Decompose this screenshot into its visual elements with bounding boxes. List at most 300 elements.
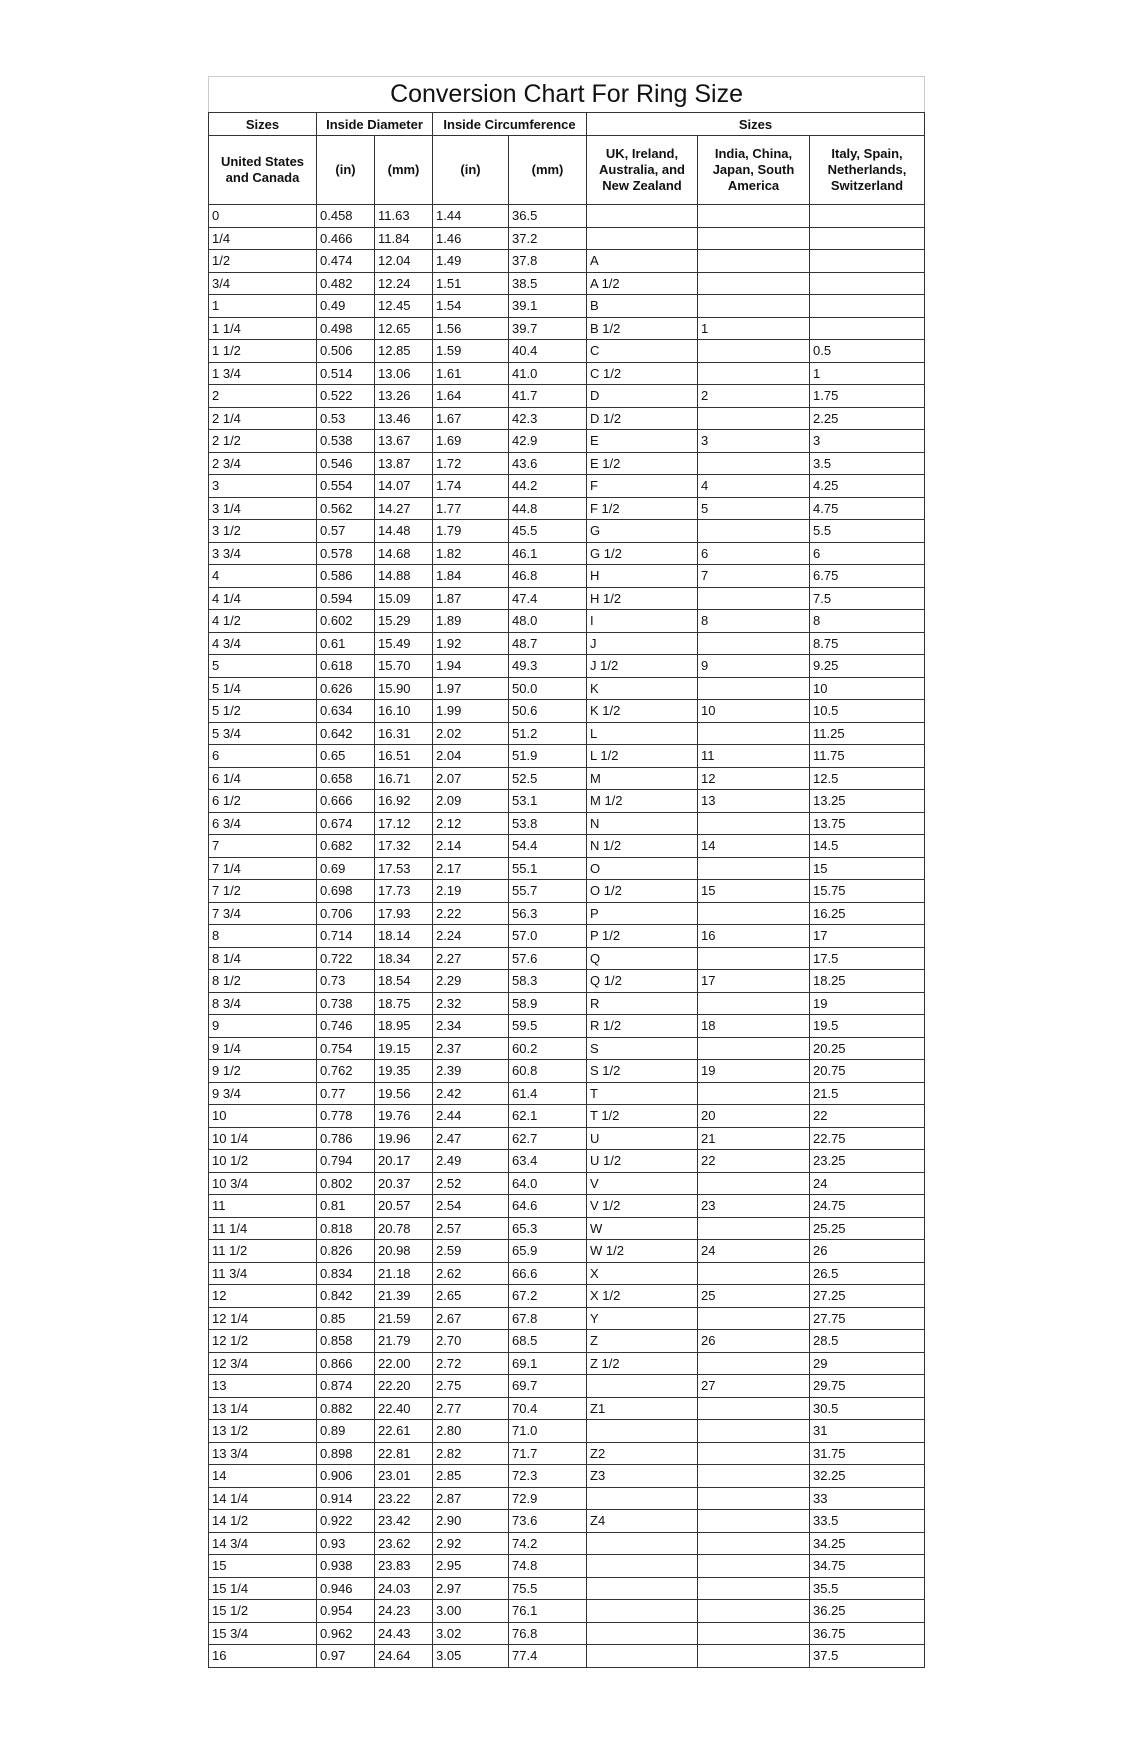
cell-india <box>698 227 810 250</box>
cell-diameter-mm: 22.00 <box>375 1352 433 1375</box>
cell-circumference-mm: 48.0 <box>509 610 587 633</box>
cell-us-canada: 1 1/4 <box>209 317 317 340</box>
cell-diameter-mm: 18.75 <box>375 992 433 1015</box>
cell-circumference-mm: 76.8 <box>509 1622 587 1645</box>
cell-circumference-in: 2.70 <box>433 1330 509 1353</box>
cell-india <box>698 677 810 700</box>
cell-uk <box>587 1420 698 1443</box>
cell-diameter-in: 0.474 <box>317 250 375 273</box>
cell-diameter-in: 0.69 <box>317 857 375 880</box>
cell-diameter-in: 0.946 <box>317 1577 375 1600</box>
cell-circumference-in: 2.42 <box>433 1082 509 1105</box>
group-header-inside-diameter: Inside Diameter <box>317 113 433 136</box>
cell-diameter-mm: 11.84 <box>375 227 433 250</box>
cell-circumference-in: 3.02 <box>433 1622 509 1645</box>
cell-circumference-in: 2.54 <box>433 1195 509 1218</box>
cell-diameter-in: 0.634 <box>317 700 375 723</box>
table-row <box>209 812 925 835</box>
cell-india <box>698 1465 810 1488</box>
cell-india <box>698 1217 810 1240</box>
cell-uk: Z1 <box>587 1397 698 1420</box>
cell-uk: K 1/2 <box>587 700 698 723</box>
cell-italy: 8 <box>810 610 925 633</box>
cell-circumference-mm: 55.1 <box>509 857 587 880</box>
cell-circumference-mm: 62.1 <box>509 1105 587 1128</box>
cell-italy: 31 <box>810 1420 925 1443</box>
cell-uk: B 1/2 <box>587 317 698 340</box>
table-row <box>209 317 925 340</box>
cell-diameter-mm: 12.65 <box>375 317 433 340</box>
cell-us-canada: 2 3/4 <box>209 452 317 475</box>
cell-circumference-mm: 74.8 <box>509 1555 587 1578</box>
cell-diameter-mm: 17.12 <box>375 812 433 835</box>
cell-uk <box>587 205 698 228</box>
table-row <box>209 520 925 543</box>
cell-diameter-mm: 13.26 <box>375 385 433 408</box>
table-row <box>209 542 925 565</box>
cell-diameter-mm: 16.31 <box>375 722 433 745</box>
cell-uk: T <box>587 1082 698 1105</box>
cell-diameter-in: 0.938 <box>317 1555 375 1578</box>
cell-india <box>698 1577 810 1600</box>
cell-india <box>698 587 810 610</box>
cell-uk: V 1/2 <box>587 1195 698 1218</box>
cell-uk: M 1/2 <box>587 790 698 813</box>
cell-diameter-in: 0.714 <box>317 925 375 948</box>
cell-italy: 7.5 <box>810 587 925 610</box>
cell-diameter-in: 0.882 <box>317 1397 375 1420</box>
cell-circumference-mm: 44.2 <box>509 475 587 498</box>
cell-diameter-mm: 14.07 <box>375 475 433 498</box>
cell-diameter-in: 0.81 <box>317 1195 375 1218</box>
cell-diameter-in: 0.914 <box>317 1487 375 1510</box>
cell-italy: 34.75 <box>810 1555 925 1578</box>
cell-circumference-mm: 65.9 <box>509 1240 587 1263</box>
cell-diameter-mm: 18.14 <box>375 925 433 948</box>
cell-italy: 6.75 <box>810 565 925 588</box>
group-header-sizes-right: Sizes <box>587 113 925 136</box>
cell-us-canada: 9 <box>209 1015 317 1038</box>
cell-italy <box>810 250 925 273</box>
cell-uk: E 1/2 <box>587 452 698 475</box>
cell-italy: 0.5 <box>810 340 925 363</box>
cell-circumference-in: 2.95 <box>433 1555 509 1578</box>
table-row <box>209 857 925 880</box>
table-row <box>209 340 925 363</box>
cell-uk: J 1/2 <box>587 655 698 678</box>
cell-circumference-mm: 41.7 <box>509 385 587 408</box>
cell-circumference-mm: 51.2 <box>509 722 587 745</box>
cell-circumference-mm: 55.7 <box>509 880 587 903</box>
cell-diameter-in: 0.89 <box>317 1420 375 1443</box>
cell-circumference-mm: 60.2 <box>509 1037 587 1060</box>
cell-italy: 9.25 <box>810 655 925 678</box>
cell-italy: 35.5 <box>810 1577 925 1600</box>
cell-india <box>698 1172 810 1195</box>
cell-india: 19 <box>698 1060 810 1083</box>
cell-italy: 36.25 <box>810 1600 925 1623</box>
cell-diameter-mm: 20.78 <box>375 1217 433 1240</box>
cell-circumference-mm: 71.0 <box>509 1420 587 1443</box>
cell-india: 18 <box>698 1015 810 1038</box>
cell-circumference-in: 2.72 <box>433 1352 509 1375</box>
cell-uk: Q <box>587 947 698 970</box>
cell-circumference-mm: 50.6 <box>509 700 587 723</box>
cell-circumference-mm: 53.8 <box>509 812 587 835</box>
cell-us-canada: 11 1/4 <box>209 1217 317 1240</box>
cell-diameter-in: 0.794 <box>317 1150 375 1173</box>
cell-circumference-mm: 54.4 <box>509 835 587 858</box>
cell-circumference-in: 2.22 <box>433 902 509 925</box>
cell-diameter-in: 0.898 <box>317 1442 375 1465</box>
cell-circumference-mm: 68.5 <box>509 1330 587 1353</box>
cell-india <box>698 1397 810 1420</box>
table-row <box>209 1555 925 1578</box>
cell-us-canada: 6 1/4 <box>209 767 317 790</box>
cell-us-canada: 15 <box>209 1555 317 1578</box>
col-header-circumference-mm: (mm) <box>509 136 587 205</box>
cell-circumference-in: 2.44 <box>433 1105 509 1128</box>
cell-us-canada: 7 1/4 <box>209 857 317 880</box>
cell-india <box>698 1600 810 1623</box>
col-header-italy-spain: Italy, Spain, Netherlands, Switzerland <box>810 136 925 205</box>
table-row <box>209 1127 925 1150</box>
cell-diameter-mm: 20.17 <box>375 1150 433 1173</box>
cell-uk: H 1/2 <box>587 587 698 610</box>
cell-diameter-in: 0.866 <box>317 1352 375 1375</box>
cell-india: 3 <box>698 430 810 453</box>
cell-uk: L <box>587 722 698 745</box>
cell-india <box>698 857 810 880</box>
cell-circumference-mm: 37.2 <box>509 227 587 250</box>
cell-diameter-in: 0.61 <box>317 632 375 655</box>
cell-italy: 29.75 <box>810 1375 925 1398</box>
table-row <box>209 1015 925 1038</box>
chart-title: Conversion Chart For Ring Size <box>209 77 925 113</box>
cell-diameter-mm: 17.53 <box>375 857 433 880</box>
cell-italy: 20.25 <box>810 1037 925 1060</box>
cell-us-canada: 11 1/2 <box>209 1240 317 1263</box>
cell-circumference-mm: 64.0 <box>509 1172 587 1195</box>
cell-italy: 13.25 <box>810 790 925 813</box>
cell-us-canada: 13 1/4 <box>209 1397 317 1420</box>
cell-circumference-in: 1.54 <box>433 295 509 318</box>
cell-circumference-in: 2.32 <box>433 992 509 1015</box>
cell-italy: 3 <box>810 430 925 453</box>
cell-diameter-mm: 14.68 <box>375 542 433 565</box>
cell-diameter-in: 0.57 <box>317 520 375 543</box>
cell-diameter-in: 0.818 <box>317 1217 375 1240</box>
cell-circumference-in: 2.37 <box>433 1037 509 1060</box>
cell-circumference-mm: 56.3 <box>509 902 587 925</box>
cell-diameter-mm: 23.62 <box>375 1532 433 1555</box>
cell-india <box>698 722 810 745</box>
cell-italy: 15.75 <box>810 880 925 903</box>
table-row <box>209 250 925 273</box>
cell-diameter-mm: 12.24 <box>375 272 433 295</box>
cell-italy: 21.5 <box>810 1082 925 1105</box>
cell-italy: 5.5 <box>810 520 925 543</box>
table-row <box>209 1352 925 1375</box>
cell-italy: 15 <box>810 857 925 880</box>
cell-circumference-in: 2.62 <box>433 1262 509 1285</box>
cell-italy: 11.25 <box>810 722 925 745</box>
table-row <box>209 677 925 700</box>
cell-circumference-mm: 42.9 <box>509 430 587 453</box>
cell-india: 2 <box>698 385 810 408</box>
cell-uk: Q 1/2 <box>587 970 698 993</box>
table-row <box>209 1577 925 1600</box>
cell-circumference-mm: 76.1 <box>509 1600 587 1623</box>
cell-diameter-in: 0.954 <box>317 1600 375 1623</box>
cell-italy: 2.25 <box>810 407 925 430</box>
table-row <box>209 475 925 498</box>
cell-us-canada: 4 <box>209 565 317 588</box>
cell-diameter-mm: 19.76 <box>375 1105 433 1128</box>
cell-us-canada: 10 <box>209 1105 317 1128</box>
cell-uk: V <box>587 1172 698 1195</box>
cell-circumference-in: 3.00 <box>433 1600 509 1623</box>
cell-uk: X <box>587 1262 698 1285</box>
cell-circumference-in: 2.92 <box>433 1532 509 1555</box>
cell-uk: K <box>587 677 698 700</box>
cell-india: 17 <box>698 970 810 993</box>
cell-circumference-in: 1.82 <box>433 542 509 565</box>
cell-india <box>698 1532 810 1555</box>
cell-us-canada: 14 1/4 <box>209 1487 317 1510</box>
cell-diameter-in: 0.498 <box>317 317 375 340</box>
cell-circumference-mm: 36.5 <box>509 205 587 228</box>
cell-circumference-mm: 45.5 <box>509 520 587 543</box>
cell-italy: 17.5 <box>810 947 925 970</box>
cell-italy: 22 <box>810 1105 925 1128</box>
cell-us-canada: 9 1/2 <box>209 1060 317 1083</box>
cell-us-canada: 15 1/4 <box>209 1577 317 1600</box>
cell-us-canada: 9 1/4 <box>209 1037 317 1060</box>
cell-uk: B <box>587 295 698 318</box>
cell-circumference-in: 2.07 <box>433 767 509 790</box>
cell-diameter-mm: 12.85 <box>375 340 433 363</box>
cell-circumference-mm: 66.6 <box>509 1262 587 1285</box>
cell-diameter-in: 0.53 <box>317 407 375 430</box>
cell-italy: 32.25 <box>810 1465 925 1488</box>
cell-circumference-mm: 46.1 <box>509 542 587 565</box>
cell-uk: N 1/2 <box>587 835 698 858</box>
cell-diameter-mm: 21.79 <box>375 1330 433 1353</box>
cell-diameter-in: 0.97 <box>317 1645 375 1668</box>
cell-circumference-mm: 39.1 <box>509 295 587 318</box>
cell-italy: 18.25 <box>810 970 925 993</box>
table-row <box>209 1532 925 1555</box>
cell-uk: L 1/2 <box>587 745 698 768</box>
cell-italy <box>810 317 925 340</box>
cell-diameter-mm: 15.09 <box>375 587 433 610</box>
cell-diameter-mm: 18.95 <box>375 1015 433 1038</box>
cell-india <box>698 205 810 228</box>
cell-india: 1 <box>698 317 810 340</box>
cell-diameter-mm: 15.49 <box>375 632 433 655</box>
cell-italy: 22.75 <box>810 1127 925 1150</box>
cell-us-canada: 10 3/4 <box>209 1172 317 1195</box>
cell-india: 25 <box>698 1285 810 1308</box>
cell-circumference-in: 2.90 <box>433 1510 509 1533</box>
cell-circumference-in: 1.44 <box>433 205 509 228</box>
table-row <box>209 1622 925 1645</box>
cell-us-canada: 1/2 <box>209 250 317 273</box>
cell-diameter-mm: 14.27 <box>375 497 433 520</box>
cell-us-canada: 7 1/2 <box>209 880 317 903</box>
cell-circumference-in: 2.67 <box>433 1307 509 1330</box>
cell-uk: D <box>587 385 698 408</box>
cell-us-canada: 13 3/4 <box>209 1442 317 1465</box>
cell-circumference-mm: 58.9 <box>509 992 587 1015</box>
group-header-sizes-left: Sizes <box>209 113 317 136</box>
cell-uk <box>587 1532 698 1555</box>
cell-us-canada: 1 3/4 <box>209 362 317 385</box>
cell-diameter-mm: 19.56 <box>375 1082 433 1105</box>
cell-circumference-mm: 73.6 <box>509 1510 587 1533</box>
cell-uk: R 1/2 <box>587 1015 698 1038</box>
cell-italy: 33.5 <box>810 1510 925 1533</box>
cell-circumference-mm: 39.7 <box>509 317 587 340</box>
cell-uk: C <box>587 340 698 363</box>
cell-uk: N <box>587 812 698 835</box>
cell-diameter-in: 0.49 <box>317 295 375 318</box>
table-row <box>209 1195 925 1218</box>
cell-diameter-in: 0.602 <box>317 610 375 633</box>
cell-circumference-mm: 57.6 <box>509 947 587 970</box>
cell-italy: 37.5 <box>810 1645 925 1668</box>
cell-circumference-mm: 61.4 <box>509 1082 587 1105</box>
cell-circumference-mm: 52.5 <box>509 767 587 790</box>
cell-uk: X 1/2 <box>587 1285 698 1308</box>
table-row <box>209 902 925 925</box>
cell-india <box>698 452 810 475</box>
cell-diameter-in: 0.762 <box>317 1060 375 1083</box>
cell-circumference-mm: 58.3 <box>509 970 587 993</box>
cell-circumference-in: 3.05 <box>433 1645 509 1668</box>
cell-diameter-mm: 23.01 <box>375 1465 433 1488</box>
cell-circumference-in: 2.29 <box>433 970 509 993</box>
cell-diameter-in: 0.618 <box>317 655 375 678</box>
col-header-circumference-in: (in) <box>433 136 509 205</box>
cell-italy: 1.75 <box>810 385 925 408</box>
cell-india <box>698 1262 810 1285</box>
table-row <box>209 587 925 610</box>
table-row <box>209 767 925 790</box>
cell-us-canada: 13 <box>209 1375 317 1398</box>
cell-circumference-in: 1.87 <box>433 587 509 610</box>
table-row <box>209 880 925 903</box>
cell-diameter-in: 0.578 <box>317 542 375 565</box>
cell-diameter-in: 0.698 <box>317 880 375 903</box>
cell-india: 16 <box>698 925 810 948</box>
cell-italy: 13.75 <box>810 812 925 835</box>
cell-india <box>698 1307 810 1330</box>
table-row <box>209 295 925 318</box>
cell-italy: 27.25 <box>810 1285 925 1308</box>
cell-diameter-in: 0.466 <box>317 227 375 250</box>
cell-uk: W <box>587 1217 698 1240</box>
cell-india <box>698 250 810 273</box>
cell-circumference-in: 1.77 <box>433 497 509 520</box>
cell-circumference-in: 2.19 <box>433 880 509 903</box>
cell-uk: J <box>587 632 698 655</box>
cell-uk <box>587 1622 698 1645</box>
table-row <box>209 1375 925 1398</box>
table-row <box>209 925 925 948</box>
cell-uk: R <box>587 992 698 1015</box>
cell-uk <box>587 1600 698 1623</box>
cell-us-canada: 8 <box>209 925 317 948</box>
cell-us-canada: 8 1/4 <box>209 947 317 970</box>
cell-diameter-mm: 19.96 <box>375 1127 433 1150</box>
cell-us-canada: 12 <box>209 1285 317 1308</box>
cell-diameter-in: 0.554 <box>317 475 375 498</box>
cell-diameter-in: 0.65 <box>317 745 375 768</box>
cell-diameter-mm: 18.54 <box>375 970 433 993</box>
cell-diameter-in: 0.85 <box>317 1307 375 1330</box>
cell-italy: 6 <box>810 542 925 565</box>
cell-circumference-mm: 57.0 <box>509 925 587 948</box>
cell-india: 24 <box>698 1240 810 1263</box>
cell-uk: G 1/2 <box>587 542 698 565</box>
cell-diameter-in: 0.458 <box>317 205 375 228</box>
table-row <box>209 1082 925 1105</box>
cell-uk <box>587 1577 698 1600</box>
cell-diameter-mm: 17.93 <box>375 902 433 925</box>
table-row <box>209 497 925 520</box>
cell-circumference-in: 2.14 <box>433 835 509 858</box>
cell-circumference-in: 1.64 <box>433 385 509 408</box>
cell-diameter-in: 0.626 <box>317 677 375 700</box>
cell-diameter-mm: 22.40 <box>375 1397 433 1420</box>
table-row <box>209 1645 925 1668</box>
cell-diameter-mm: 13.46 <box>375 407 433 430</box>
cell-diameter-mm: 24.43 <box>375 1622 433 1645</box>
cell-india: 22 <box>698 1150 810 1173</box>
table-row <box>209 1240 925 1263</box>
cell-diameter-mm: 12.04 <box>375 250 433 273</box>
cell-india <box>698 1352 810 1375</box>
cell-uk: I <box>587 610 698 633</box>
cell-italy: 29 <box>810 1352 925 1375</box>
cell-india: 13 <box>698 790 810 813</box>
table-row <box>209 655 925 678</box>
cell-diameter-in: 0.666 <box>317 790 375 813</box>
cell-uk: U 1/2 <box>587 1150 698 1173</box>
cell-diameter-mm: 17.32 <box>375 835 433 858</box>
cell-circumference-mm: 75.5 <box>509 1577 587 1600</box>
cell-diameter-in: 0.562 <box>317 497 375 520</box>
cell-india <box>698 272 810 295</box>
cell-diameter-in: 0.546 <box>317 452 375 475</box>
cell-circumference-in: 2.77 <box>433 1397 509 1420</box>
cell-india: 10 <box>698 700 810 723</box>
table-row <box>209 1105 925 1128</box>
cell-circumference-in: 2.34 <box>433 1015 509 1038</box>
cell-italy: 10 <box>810 677 925 700</box>
table-row <box>209 1330 925 1353</box>
cell-circumference-mm: 38.5 <box>509 272 587 295</box>
cell-diameter-in: 0.522 <box>317 385 375 408</box>
cell-circumference-mm: 72.3 <box>509 1465 587 1488</box>
table-row <box>209 1037 925 1060</box>
cell-circumference-in: 2.27 <box>433 947 509 970</box>
cell-circumference-mm: 48.7 <box>509 632 587 655</box>
cell-diameter-mm: 15.70 <box>375 655 433 678</box>
cell-circumference-mm: 47.4 <box>509 587 587 610</box>
